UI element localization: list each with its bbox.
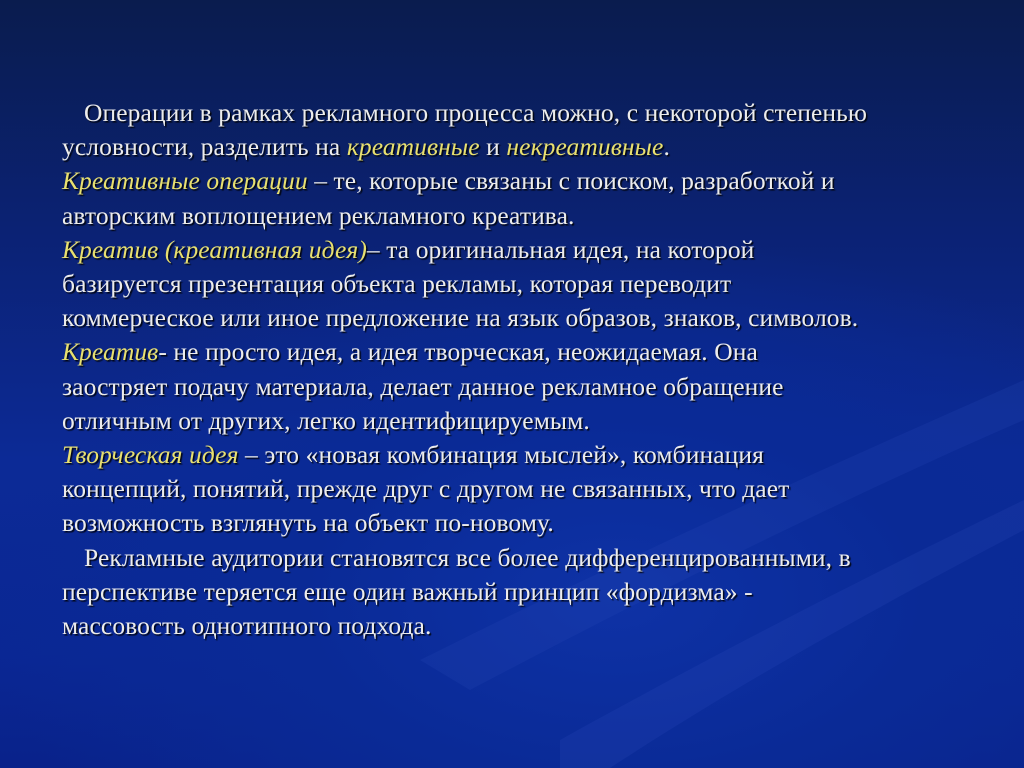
- text-segment: – это «новая комбинация мыслей», комбинация: [238, 440, 764, 470]
- text-line: [62, 506, 982, 540]
- text-line: [62, 164, 982, 198]
- text-line: [62, 575, 982, 609]
- text-line: [62, 96, 982, 130]
- text-segment: – те, которые связаны с поиском, разработкой и: [307, 166, 835, 196]
- text-line: [62, 233, 982, 267]
- text-line: [62, 404, 982, 438]
- highlighted-term-creative-operations: Креативные операции: [62, 166, 308, 196]
- text-line: [62, 335, 982, 369]
- text-segment: базируется презентация объекта рекламы, которая переводит: [62, 269, 732, 299]
- text-segment: – та оригинальная идея, на которой: [366, 234, 755, 264]
- text-segment: Рекламные аудитории становятся все более дифференцированными, в: [84, 542, 851, 572]
- text-segment: коммерческое или иное предложение на язык образов, знаков, символов.: [62, 303, 859, 333]
- text-segment: авторским воплощением рекламного креатива.: [62, 200, 575, 230]
- text-segment: возможность взглянуть на объект по-новому.: [62, 508, 554, 538]
- text-line: [62, 438, 982, 472]
- highlighted-term-creative: креативные: [346, 132, 480, 162]
- text-segment: .: [663, 132, 670, 162]
- text-segment: Операции в рамках рекламного процесса можно, с некоторой степенью: [84, 98, 868, 127]
- highlighted-term-creative-short: Креатив: [62, 337, 159, 367]
- slide-body-text: [62, 96, 982, 643]
- text-line: [62, 472, 982, 506]
- text-segment: заостряет подачу материала, делает данное рекламное обращение: [62, 371, 784, 401]
- text-segment: отличным от других, легко идентифицируемым.: [62, 405, 590, 435]
- text-line: [62, 267, 982, 301]
- text-line: [62, 199, 982, 233]
- text-line: [62, 541, 982, 575]
- text-segment: концепций, понятий, прежде друг с другом не связанных, что дает: [62, 474, 790, 504]
- text-segment: условности, разделить на: [62, 132, 347, 162]
- text-line: [62, 130, 982, 164]
- highlighted-term-creative-idea-2: Творческая идея: [62, 440, 239, 470]
- text-line: [62, 609, 982, 643]
- text-line: [62, 370, 982, 404]
- highlighted-term-creative-idea: Креатив (креативная идея): [62, 234, 367, 264]
- text-segment: и: [479, 132, 507, 162]
- text-segment: перспективе теряется еще один важный принцип «фордизма» -: [62, 576, 753, 606]
- text-line: [62, 301, 982, 335]
- text-segment: - не просто идея, а идея творческая, неожидаемая. Она: [158, 337, 758, 367]
- text-segment: массовость однотипного подхода.: [62, 611, 432, 641]
- highlighted-term-noncreative: некреативные: [506, 132, 664, 162]
